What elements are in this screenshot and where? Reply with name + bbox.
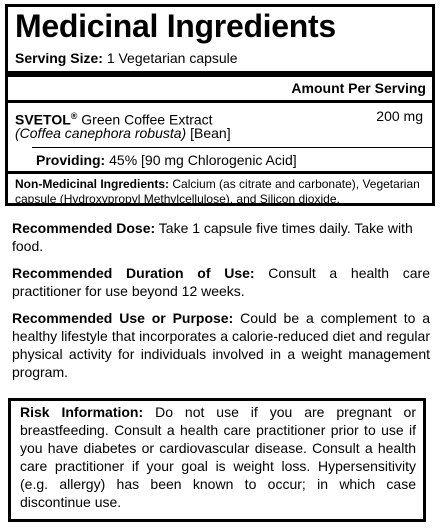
dose-label: Recommended Dose: [12,220,156,236]
non-medicinal-value: Calcium (as citrate and carbonate), Vegetarian capsule (Hydroxypropyl Methylcellulose), and Silicon dioxide. [15,177,420,206]
purpose-text: Could be a complement to a healthy lifestyle that incorporates a calorie-reduced diet and regular physical activity for individuals involved in a weight management program. [12,310,431,380]
ingredient-common-name: Green Coffee Extract [81,111,213,128]
risk-label: Risk Information: [20,404,144,420]
risk-information [20,403,416,511]
providing-value: 45% [90 mg Chlorogenic Acid] [109,152,297,168]
column-header-rule [8,100,432,103]
non-medicinal-label: Non-Medicinal Ingredients: [15,177,170,191]
ingredient-latin-name: (Coffea canephora robusta) [15,125,187,141]
providing-line [36,152,297,169]
serving-size [15,50,238,67]
duration-label: Recommended Duration of Use: [12,265,255,281]
dose-text: Take 1 capsule five times daily. Take with food. [12,220,413,254]
serving-size-label: Serving Size: [15,50,103,66]
non-medicinal-ingredients [15,177,427,207]
risk-information-box [8,398,426,522]
non-medicinal-rule [8,171,432,174]
amount-per-serving-header: Amount Per Serving [291,80,426,96]
serving-size-value: 1 Vegetarian capsule [106,50,238,66]
providing-label: Providing: [36,152,106,168]
ingredient-brand: SVETOL [15,111,71,128]
header-rule [8,71,432,77]
ingredient-part: [Bean] [190,125,231,141]
purpose-label: Recommended Use or Purpose: [12,310,234,326]
panel-title: Medicinal Ingredients [15,8,336,44]
recommended-dose [12,219,430,255]
ingredient-source [15,125,231,142]
providing-rule-top [32,147,432,148]
risk-text: Do not use if you are pregnant or breastfeeding. Consult a health care practitioner prior to use if you have diabetes or cardiovascular disease. Consult a health care practitioner if your goal is weight loss. Hypersensitivity (e.g. allergy) has been known to occur; in which case discontinue use. [20,404,417,510]
ingredient-amount: 200 mg [376,108,423,124]
duration-text: Consult a health care practitioner for use beyond 12 weeks. [12,265,430,299]
medicinal-ingredients-panel [5,4,435,206]
recommended-duration [12,264,430,300]
registered-mark: ® [70,111,78,121]
recommended-use [12,309,430,381]
